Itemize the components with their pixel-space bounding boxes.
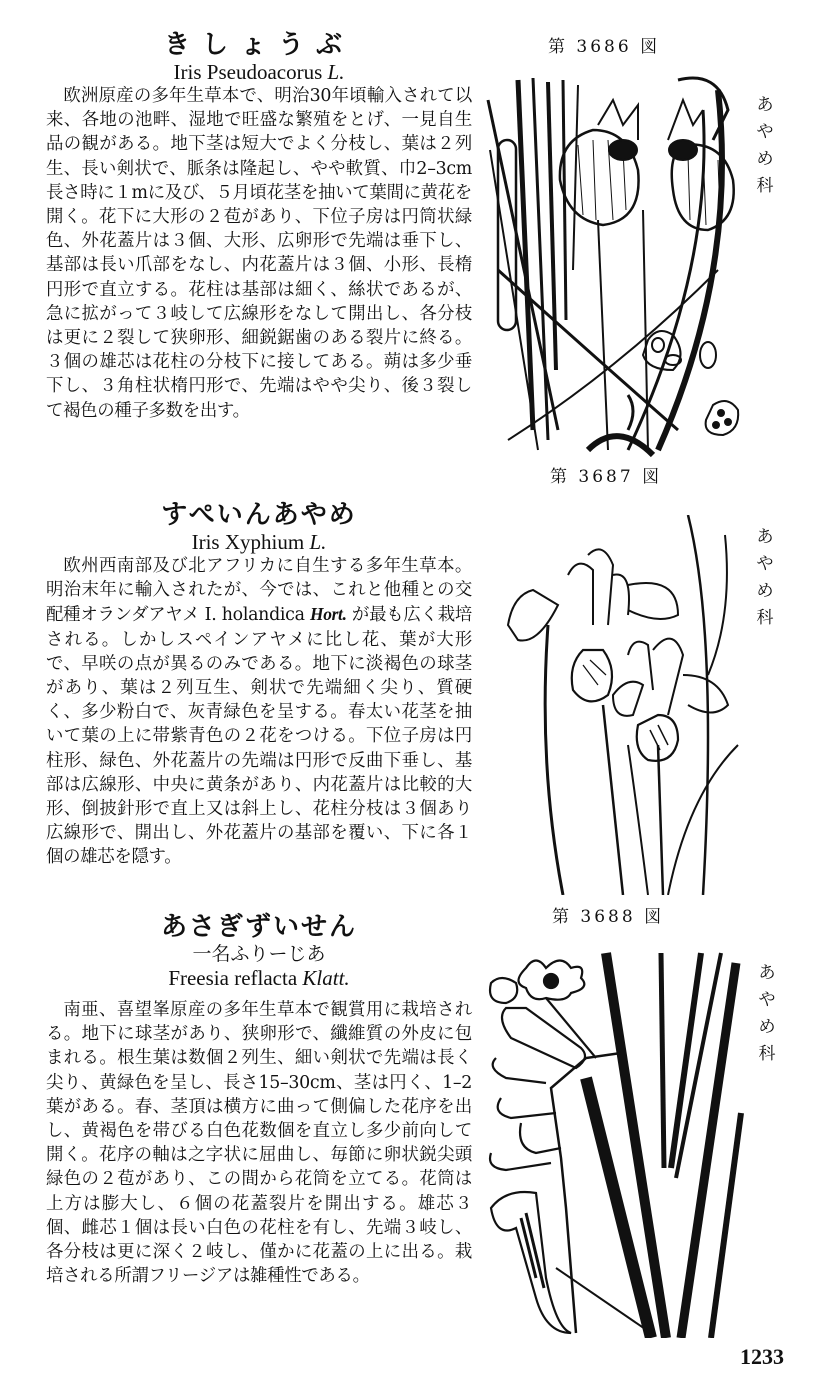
family-char: め [756, 149, 774, 169]
author-abbrev: L. [327, 60, 345, 84]
figure-label: 第 3687 図 [550, 467, 663, 487]
family-char: や [756, 554, 774, 574]
entry-title: きしょうぶ [163, 30, 354, 60]
entry-body-part: 欧州西南部及び北アフリカに自生する多年生草本。明治末年に輸入されたが、今では、これと他種との交配種オランダアヤメ I. holandica [46, 556, 472, 626]
iris-xyphium-illustration-icon [488, 515, 748, 895]
family-char: や [756, 122, 774, 142]
family-char: 科 [758, 1044, 776, 1064]
entry-body [46, 554, 472, 870]
entry-asagizuisen [46, 912, 472, 1288]
entry-kishoubu [46, 30, 472, 423]
family-char: あ [758, 963, 776, 983]
entry-supeinayame [46, 500, 472, 870]
family-char: め [756, 581, 774, 601]
family-label [755, 960, 779, 1068]
entry-body: 南亜、喜望峯原産の多年生草本で観賞用に栽培される。地下に球茎があり、狭卵形で、纖維質の外皮に包まれる。根生葉は数個２列生、細い剣状で先端は長く尖り、黄緑色を呈し、長さ15–30cm、茎は円く、1–2葉がある。春、茎頂は横方に曲って側偏した花序を出し、黄褐色を帯びる白色花数個を直立し多少前向して開く。花序の軸は之字状に屈曲し、毎節に卵状鋭尖頭緑色の２苞があり、この間から花筒を立てる。花筒は上方は膨大し、６個の花蓋裂片を開出する。雄芯３個、雌芯１個は長い白色の花柱を有し、先端３岐し、各分枝は更に深く２岐し、僅かに花蓋の上に出る。栽培される所謂フリージアは雑種性である。 [46, 1000, 472, 1287]
iris-pseudoacorus-illustration-icon [478, 70, 758, 460]
scientific-name-text: Iris Pseudoacorus [173, 60, 323, 84]
page-number: 1233 [740, 1344, 784, 1369]
family-char: あ [756, 527, 774, 547]
scientific-name-text: Iris Xyphium [191, 530, 305, 554]
entry-body: 欧洲原産の多年生草本で、明治30年頃輸入されて以来、各地の池畔、湿地で旺盛な繁殖をとげ、一見自生品の観がある。地下茎は短大でよく分枝し、葉は２列生、長い剣状で、脈条は隆起し、やや軟質、巾2–3cm長さ時に１mに及び、５月頃花茎を抽いて葉間に黄花を開く。花下に大形の２苞があり、下位子房は円筒状緑色、外花蓋片は３個、大形、広卵形で先端は垂下し、基部は長い爪部をなし、内花蓋片は３個、小形、長楕円形で直立する。花柱は基部は細く、絲状であるが、急に拡がって３岐して広線形をなして開出し、各分枝は更に２裂して狭卵形、細鋭鋸歯のある裂片に終る。３個の雄芯は花柱の分枝下に接してある。蒴は多少垂下し、３角柱状楕円形で、先端はやや尖り、後３裂して褐色の種子多数を出す。 [46, 86, 472, 421]
freesia-illustration-icon [476, 948, 746, 1338]
scientific-name [46, 60, 472, 84]
entry-title: すぺいんあやめ [161, 500, 357, 530]
entry-body-part: が最も広く栽培される。しかしスペインアヤメに比し花、葉が大形で、早咲の点が異るのみである。地下に淡褐色の球茎があり、葉は２列互生、剣状で先端細く尖り、質硬く、多少粉白で、灰青緑色を呈する。春太い花茎を抽いて葉の上に帯紫青色の２花をつける。下位子房は円柱形、緑色、外花蓋片の先端は円形で反曲下垂し、基部は広線形、中央に黄条があり、内花蓋片は比較的大形、倒披針形で直上又は斜上し、花柱分枝は３個あり広線形で、開出し、外花蓋片の基部を覆い、下に各１個の雄芯を隠す。 [46, 605, 472, 868]
entry-title: あさぎずいせん [160, 912, 357, 942]
family-char: や [758, 990, 776, 1010]
author-abbrev: Klatt. [302, 966, 350, 990]
family-label [753, 524, 777, 632]
entry-body-italic: Hort. [309, 604, 347, 625]
scientific-name [46, 530, 472, 554]
figure-label: 第 3686 図 [548, 37, 661, 57]
family-char: 科 [756, 176, 774, 196]
scientific-name [46, 966, 472, 990]
family-char: め [758, 1017, 776, 1037]
entry-alias: 一名ふりーじあ [192, 943, 326, 965]
family-char: あ [756, 95, 774, 115]
figure-label: 第 3688 図 [552, 907, 665, 927]
scientific-name-text: Freesia reflacta [168, 966, 298, 990]
family-char: 科 [756, 608, 774, 628]
author-abbrev: L. [309, 530, 327, 554]
